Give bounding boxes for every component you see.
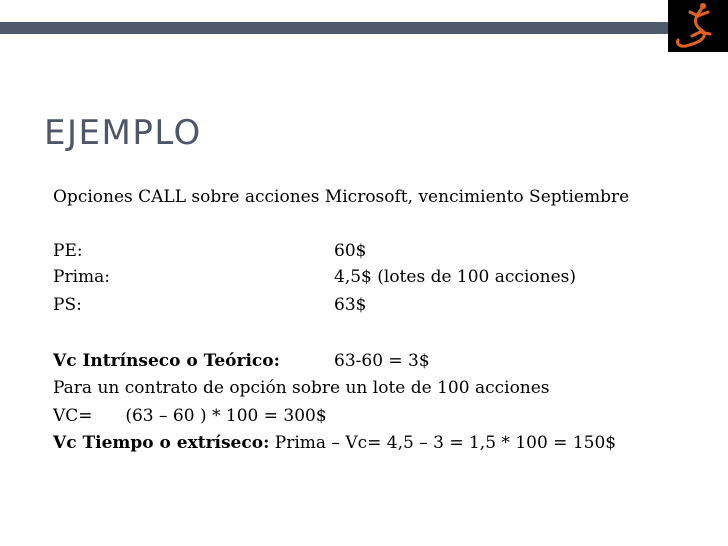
row-value-pe: 60$ (334, 241, 367, 261)
row-label-ps: PS: (53, 295, 82, 315)
vc-formula: (63 – 60 ) * 100 = 300$ (125, 406, 327, 426)
intrinsic-label: Vc Intrínseco o Teórico: (53, 351, 280, 371)
vc-line (53, 405, 327, 427)
intrinsic-value: 63-60 = 3$ (334, 351, 430, 371)
time-value-line (53, 432, 616, 454)
gecko-logo-icon (668, 0, 728, 52)
slide-title: EJEMPLO (44, 113, 202, 153)
time-formula: Prima – Vc= 4,5 – 3 = 1,5 * 100 = 150$ (274, 433, 617, 453)
logo (668, 0, 728, 52)
row-value-ps: 63$ (334, 295, 367, 315)
top-accent-bar (0, 22, 668, 34)
row-label-pe: PE: (53, 241, 83, 261)
contract-text: Para un contrato de opción sobre un lote de 100 acciones (53, 378, 550, 398)
vc-label: VC= (53, 406, 93, 426)
top-band (0, 0, 728, 22)
row-value-prima: 4,5$ (lotes de 100 acciones) (334, 267, 576, 287)
row-label-prima: Prima: (53, 267, 110, 287)
intro-text: Opciones CALL sobre acciones Microsoft, vencimiento Septiembre (53, 187, 630, 207)
time-label: Vc Tiempo o extríseco: (53, 433, 270, 453)
